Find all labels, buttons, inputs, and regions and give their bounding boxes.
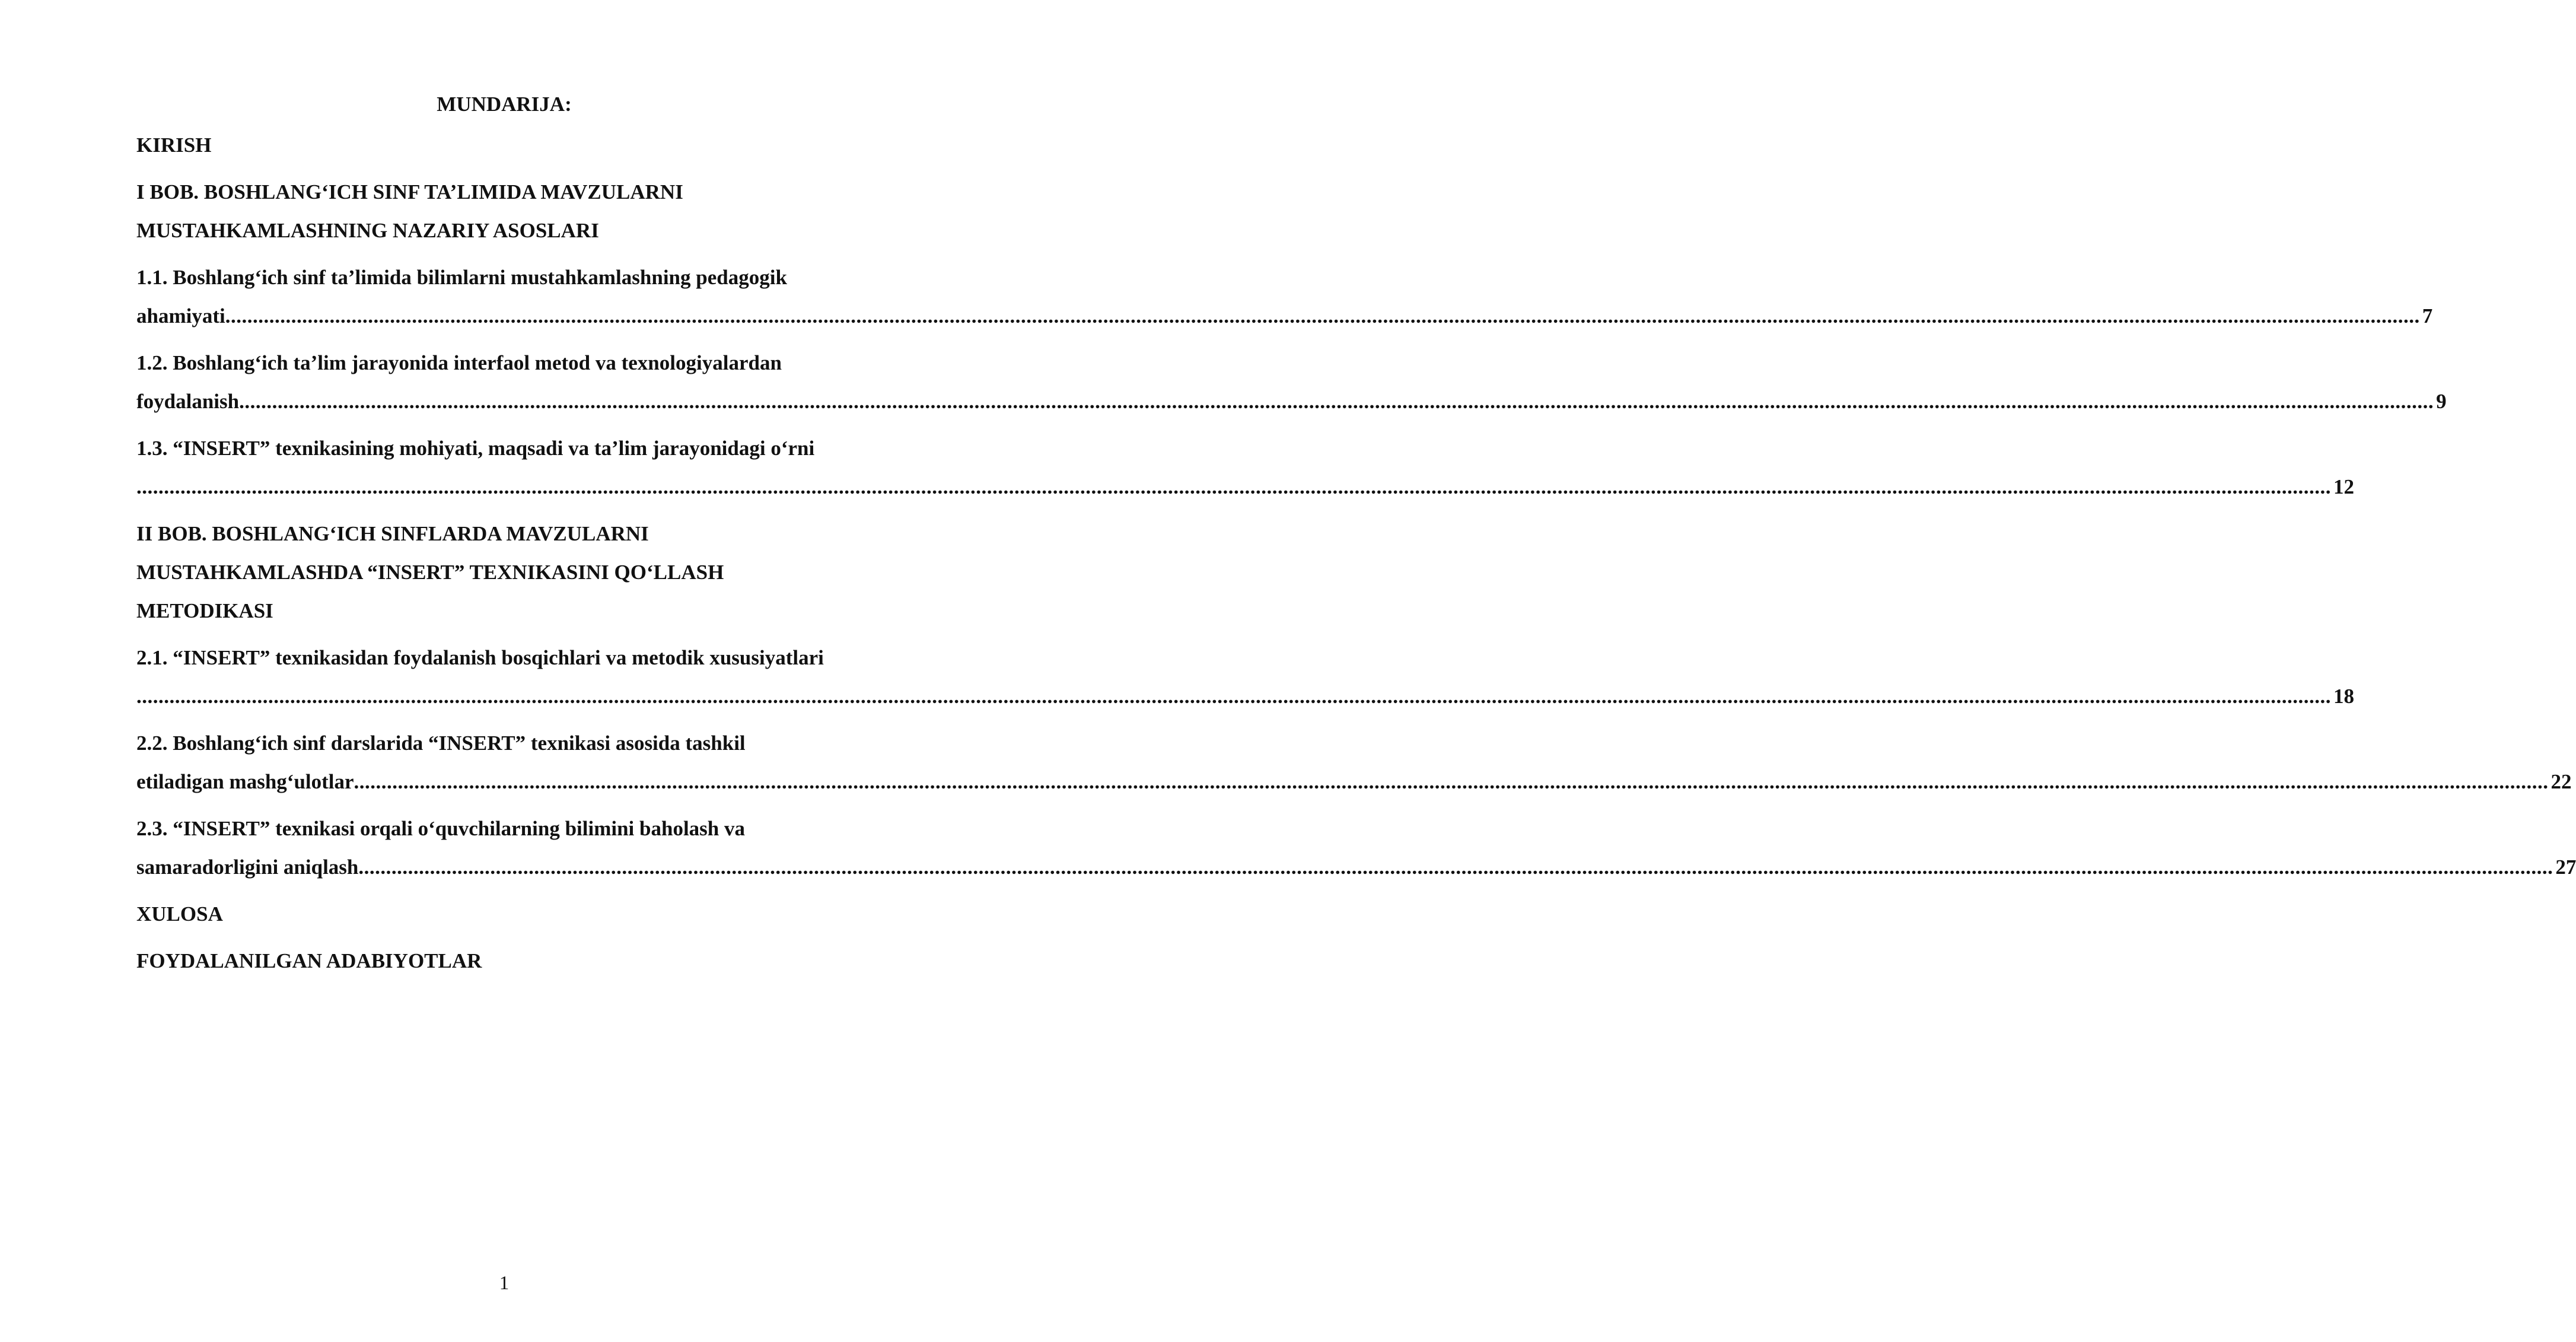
- toc-leader-row: [136, 382, 2447, 421]
- toc-entry-text: XULOSA: [136, 902, 223, 926]
- toc-page-number: 27: [2555, 856, 2576, 879]
- toc-entry-text: 1.3. “INSERT” texnikasining mohiyati, maqsadi va ta’lim jarayonidagi o‘rni: [136, 437, 815, 460]
- dot-leader: ................................................................................................................................................................................................................................................................................................................................................................................................................: [225, 304, 2420, 327]
- toc-entry-text: 2.3. “INSERT” texnikasi orqali o‘quvchilarning bilimini baholash va: [136, 817, 746, 840]
- toc-leader-row: [136, 848, 2576, 886]
- dot-leader: ................................................................................................................................................................................................................................................................................................................................................................................................................: [239, 390, 2434, 413]
- toc-entry: [136, 429, 2354, 506]
- toc-leader-row: [136, 297, 2433, 335]
- toc-entry-text: FOYDALANILGAN ADABIYOTLAR: [136, 949, 482, 972]
- table-of-contents: [136, 126, 2576, 988]
- toc-entry-text: KIRISH: [136, 133, 212, 157]
- toc-leader-row: [136, 677, 2354, 715]
- toc-entry: [136, 344, 2447, 421]
- toc-page-number: 22: [2550, 770, 2572, 793]
- toc-entry-text: ahamiyati: [136, 304, 225, 327]
- toc-entry: [136, 126, 887, 164]
- toc-entry-text: 1.2. Boshlang‘ich ta’lim jarayonida interfaol metod va texnologiyalardan: [136, 351, 782, 374]
- toc-entry: [136, 942, 887, 980]
- toc-entry-text: I BOB. BOSHLANG‘ICH SINF TA’LIMIDA MAVZULARNI: [136, 180, 683, 203]
- toc-entry-text: foydalanish: [136, 390, 240, 413]
- toc-page-number: 7: [2422, 304, 2433, 327]
- toc-entry-text: 2.1. “INSERT” texnikasidan foydalanish bosqichlari va metodik xususiyatlari: [136, 646, 824, 669]
- toc-page-number: 18: [2333, 685, 2354, 708]
- dot-leader: ................................................................................................................................................................................................................................................................................................................................................................................................................: [358, 856, 2553, 879]
- toc-entry-text: samaradorligini aniqlash: [136, 856, 359, 879]
- toc-entry-text: MUSTAHKAMLASHNING NAZARIY ASOSLARI: [136, 219, 599, 242]
- toc-entry: [136, 638, 2354, 715]
- dot-leader: ................................................................................................................................................................................................................................................................................................................................................................................................................: [136, 685, 2331, 708]
- toc-entry: [136, 173, 887, 250]
- toc-entry-text: II BOB. BOSHLANG‘ICH SINFLARDA MAVZULARNI: [136, 522, 649, 545]
- toc-entry: [136, 809, 2576, 886]
- toc-entry-text: 2.2. Boshlang‘ich sinf darslarida “INSERT” texnikasi asosida tashkil: [136, 732, 746, 755]
- toc-leader-row: [136, 762, 2572, 801]
- toc-entry: [136, 724, 2572, 801]
- toc-entry-text: METODIKASI: [136, 599, 273, 622]
- toc-title: MUNDARIJA:: [437, 93, 572, 116]
- toc-entry: [136, 258, 2433, 335]
- toc-page-number: 12: [2333, 475, 2354, 498]
- toc-entry-text: MUSTAHKAMLASHDA “INSERT” TEXNIKASINI QO‘LLASH: [136, 561, 724, 584]
- dot-leader: ................................................................................................................................................................................................................................................................................................................................................................................................................: [136, 475, 2331, 498]
- toc-page-number: 9: [2436, 390, 2447, 413]
- dot-leader: ................................................................................................................................................................................................................................................................................................................................................................................................................: [354, 770, 2549, 793]
- page-number: 1: [499, 1273, 510, 1294]
- toc-leader-row: [136, 468, 2354, 506]
- toc-entry: [136, 514, 887, 630]
- toc-entry: [136, 895, 887, 933]
- toc-entry-text: etiladigan mashg‘ulotlar: [136, 770, 354, 793]
- toc-entry-text: 1.1. Boshlang‘ich sinf ta’limida bilimlarni mustahkamlashning pedagogik: [136, 266, 787, 289]
